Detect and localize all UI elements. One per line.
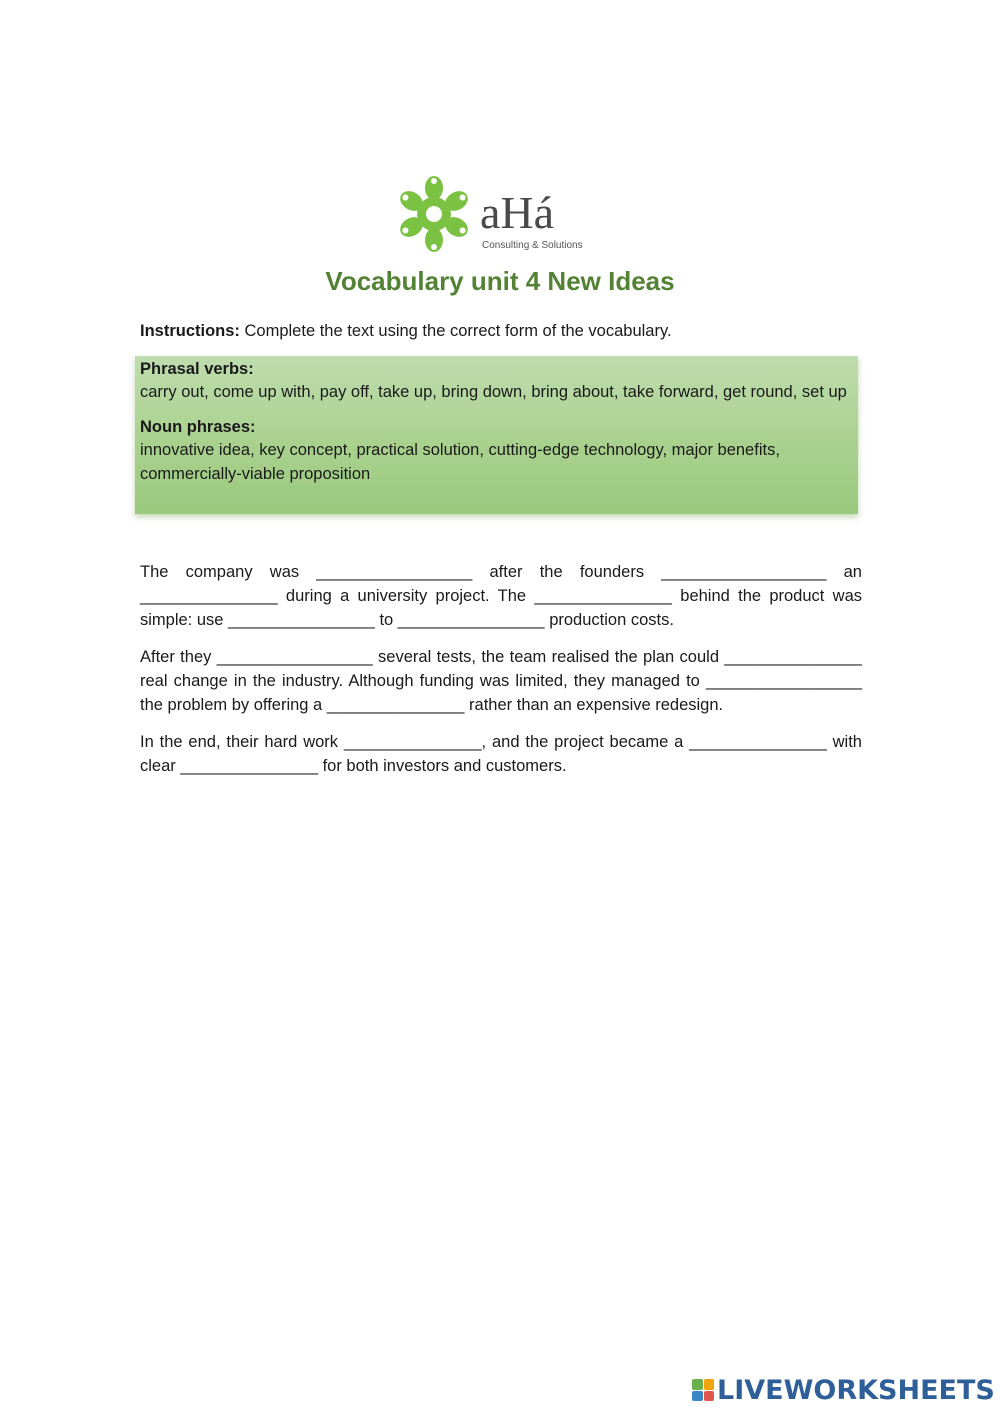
passage-paragraph-1: The company was _________________ after the founders __________________ an _______________ during a university project. The _______________ behind the product was simple: use ________________ to ________________ production costs. (140, 563, 862, 629)
logo-tagline: Consulting & Solutions (482, 240, 583, 251)
exercise-passage (140, 560, 862, 791)
phrasal-verbs-heading: Phrasal verbs: (140, 360, 254, 378)
instructions-text: Complete the text using the correct form of the vocabulary. (239, 322, 672, 340)
instructions-label: Instructions: (140, 322, 240, 340)
aha-logo-graphic (396, 174, 606, 256)
noun-phrases-heading: Noun phrases: (140, 418, 256, 436)
passage-paragraph-3: In the end, their hard work _______________, and the project became a _______________ with clear _______________ for both investors and customers. (140, 733, 862, 775)
liveworksheets-wordmark: LIVEWORKSHEETS (717, 1374, 995, 1406)
passage-paragraph-2: After they _________________ several tests, the team realised the plan could _______________ real change in the industry. Although funding was limited, they managed to _________________ the problem by offering a _______________ rather than an expensive redesign. (140, 648, 862, 714)
noun-phrases-list: innovative idea, key concept, practical solution, cutting-edge technology, major benefits, commercially-viable proposition (140, 441, 780, 483)
liveworksheets-brand (692, 1374, 995, 1406)
aha-logo (396, 174, 606, 256)
logo-wordmark: aHá (480, 187, 555, 238)
vocabulary-box (135, 356, 858, 514)
liveworksheets-icon (692, 1379, 714, 1401)
page-title: Vocabulary unit 4 New Ideas (325, 266, 675, 296)
phrasal-verbs-list: carry out, come up with, pay off, take up, bring down, bring about, take forward, get round, set up (140, 383, 847, 401)
instructions (140, 320, 862, 342)
